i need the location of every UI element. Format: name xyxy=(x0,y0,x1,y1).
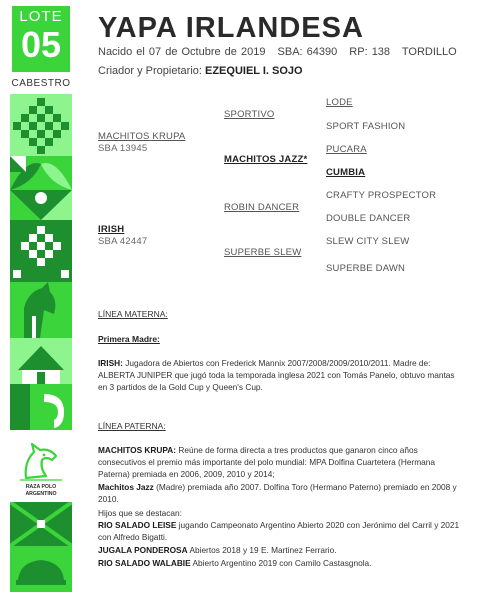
offspring-ponderosa xyxy=(98,544,466,556)
logo-text: RAZA POLO xyxy=(25,484,57,490)
polo-argentino-logo xyxy=(10,434,72,498)
svg-text:ARGENTINO: ARGENTINO xyxy=(25,491,57,497)
leise-description: jugando Campeonato Argentino Abierto 2020 con Jerónimo del Carril y 2021 con Alfredo Bigatti. xyxy=(98,520,460,542)
maternal-paragraph xyxy=(98,357,466,393)
decorative-pattern-bottom xyxy=(10,502,72,592)
breeder-label: Criador y Propietario: xyxy=(98,65,202,77)
ponderosa-description: Abiertos 2018 y 19 E. Martinez Ferrario. xyxy=(189,545,337,555)
birth-date: Nacido el 07 de Octubre de 2019 xyxy=(98,46,266,58)
ancestor-3: PUCARA xyxy=(326,144,367,155)
birth-info xyxy=(98,46,465,58)
krupa-description: Reúne de forma directa a tres productos que ganaron cinco años consecutivos el premio más importante del polo mundial: MPA Dolfina Cuartetera (Hermana Paterna) premiada en 2006, 2009, 2010 y 2014; xyxy=(98,445,435,479)
ponderosa-name: JUGALA PONDEROSA xyxy=(98,545,188,555)
ancestor-6: DOUBLE DANCER xyxy=(326,213,411,224)
krupa-label: MACHITOS KRUPA: xyxy=(98,445,177,455)
lote-badge xyxy=(12,6,70,72)
dam-dam: SUPERBE SLEW xyxy=(224,247,302,258)
category-label: CABESTRO xyxy=(11,78,71,89)
sire-dam: MACHITOS JAZZ* xyxy=(224,154,308,165)
maternal-line-title: LÍNEA MATERNA: xyxy=(98,309,168,319)
offspring-walabie xyxy=(98,557,466,569)
first-dam-title: Primera Madre: xyxy=(98,334,160,344)
breeder-name: EZEQUIEL I. SOJO xyxy=(205,65,303,77)
ancestor-7: SLEW CITY SLEW xyxy=(326,236,410,247)
rp-number: RP: 138 xyxy=(349,46,391,58)
jazz-description: (Madre) premiada año 2007. Dolfina Toro (Hermano Paterno) premiado en 2008 y 2010. xyxy=(98,482,457,504)
decorative-pattern xyxy=(10,94,72,430)
sire-name: MACHITOS KRUPA xyxy=(98,131,186,142)
dam-sire: ROBIN DANCER xyxy=(224,202,300,213)
ancestor-1: LODE xyxy=(326,97,353,108)
irish-description: Jugadora de Abiertos con Frederick Mannix 2007/2008/2009/2010/2011. Madre de: ALBERTA JUNIPER que jugó toda la temporada inglesa 2021 con Tomás Panelo, obtuvo mantas en 3 partidos de la Gold Cup y Queen's Cup. xyxy=(98,358,455,392)
sire-sire: SPORTIVO xyxy=(224,109,275,120)
dam-registration: SBA 42447 xyxy=(98,236,148,247)
walabie-description: Abierto Argentino 2019 con Camilo Castasgnola. xyxy=(192,558,372,568)
ancestor-5: CRAFTY PROSPECTOR xyxy=(326,190,437,201)
ancestor-8: SUPERBE DAWN xyxy=(326,263,406,274)
sba-number: SBA: 64390 xyxy=(277,46,338,58)
lote-number: 05 xyxy=(20,24,62,65)
dam-name: IRISH xyxy=(98,224,125,235)
paternal-paragraph xyxy=(98,444,466,480)
walabie-name: RIO SALADO WALABIE xyxy=(98,558,191,568)
irish-label: IRISH: xyxy=(98,358,123,368)
offspring-label: Hijos que se destacan: xyxy=(98,508,182,518)
sidebar xyxy=(0,0,78,596)
breeder-info xyxy=(98,65,303,77)
jazz-paragraph xyxy=(98,481,466,505)
ancestor-2: SPORT FASHION xyxy=(326,121,406,132)
ancestor-4: CUMBIA xyxy=(326,167,366,178)
sire-registration: SBA 13945 xyxy=(98,143,148,154)
horse-name: YAPA IRLANDESA xyxy=(98,12,364,44)
lote-label: LOTE xyxy=(19,8,63,25)
jazz-label: Machitos Jazz xyxy=(98,482,154,492)
offspring-leise xyxy=(98,519,466,543)
leise-name: RIO SALADO LEISE xyxy=(98,520,177,530)
paternal-line-title: LÍNEA PATERNA: xyxy=(98,421,166,431)
coat-color: TORDILLO xyxy=(401,46,457,58)
